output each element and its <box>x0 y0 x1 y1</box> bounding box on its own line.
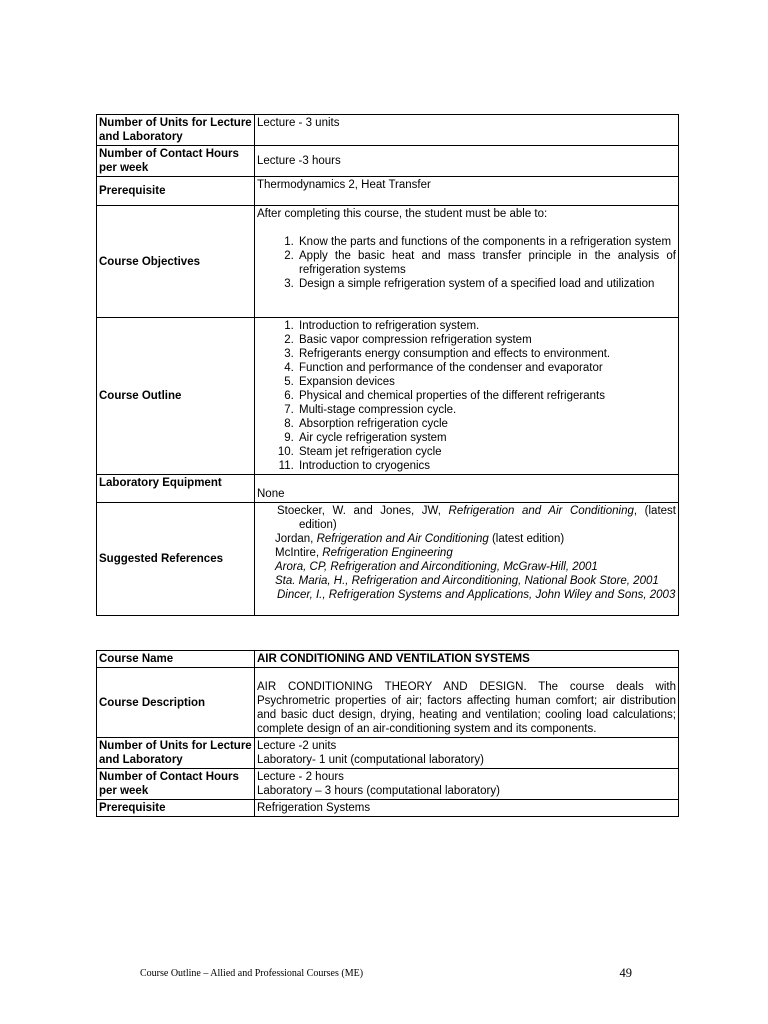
course-description-value: AIR CONDITIONING THEORY AND DESIGN. The course deals with Psychrometric properties of air; factors affecting human comfort; air distribution and basic duct design, drying, heating and ventilation; cooling load calculations; complete design of an air-conditioning system and its components. <box>255 668 679 738</box>
objective-item: 1. Know the parts and functions of the components in a refrigeration system <box>297 235 676 249</box>
footer-text: Course Outline – Allied and Professional Courses (ME) <box>140 968 364 979</box>
references-cell <box>255 503 679 616</box>
units-label: Number of Units for Lecture and Laboratory <box>97 115 255 146</box>
outline-item: 8. Absorption refrigeration cycle <box>297 417 676 431</box>
course-outline-label: Course Outline <box>97 318 255 475</box>
outline-item: 3. Refrigerants energy consumption and effects to environment. <box>297 347 676 361</box>
units-value-2: Lecture -2 units Laboratory- 1 unit (computational laboratory) <box>255 738 679 769</box>
outline-item: 6. Physical and chemical properties of the different refrigerants <box>297 389 676 403</box>
course-objectives-cell <box>255 206 679 318</box>
reference-item: Stoecker, W. and Jones, JW, Refrigeration and Air Conditioning, (latest edition) <box>277 505 676 531</box>
objective-item: 2. Apply the basic heat and mass transfer principle in the analysis of refrigeration systems <box>297 249 676 277</box>
outline-list <box>257 319 676 473</box>
contact-hours-label-2: Number of Contact Hours per week <box>97 769 255 800</box>
contact-hours-label: Number of Contact Hours per week <box>97 146 255 177</box>
units-value: Lecture - 3 units <box>255 115 679 146</box>
course-description-label: Course Description <box>97 668 255 738</box>
suggested-references-label: Suggested References <box>97 503 255 616</box>
objectives-list <box>257 235 676 291</box>
objectives-intro: After completing this course, the student must be able to: <box>257 208 548 220</box>
course-name-value: AIR CONDITIONING AND VENTILATION SYSTEMS <box>255 651 679 668</box>
outline-item: 2. Basic vapor compression refrigeration system <box>297 333 676 347</box>
reference-item: Arora, CP, Refrigeration and Airconditioning, McGraw-Hill, 2001 <box>275 561 598 573</box>
prerequisite-value-2: Refrigeration Systems <box>255 800 679 817</box>
outline-item: 7. Multi-stage compression cycle. <box>297 403 676 417</box>
contact-hours-value-2: Lecture - 2 hours Laboratory – 3 hours (computational laboratory) <box>255 769 679 800</box>
outline-item: 4. Function and performance of the condenser and evaporator <box>297 361 676 375</box>
page-number: 49 <box>619 966 632 980</box>
prerequisite-label-2: Prerequisite <box>97 800 255 817</box>
course-name-label: Course Name <box>97 651 255 668</box>
course-table-air-conditioning <box>96 650 679 817</box>
prerequisite-label: Prerequisite <box>97 177 255 206</box>
course-objectives-label: Course Objectives <box>97 206 255 318</box>
objective-item: 3. Design a simple refrigeration system of a specified load and utilization <box>297 277 676 291</box>
lab-equipment-label: Laboratory Equipment <box>97 475 255 503</box>
outline-item: 1. Introduction to refrigeration system. <box>297 319 676 333</box>
outline-item: 9. Air cycle refrigeration system <box>297 431 676 445</box>
reference-item: Sta. Maria, H., Refrigeration and Airconditioning, National Book Store, 2001 <box>275 575 659 587</box>
prerequisite-value: Thermodynamics 2, Heat Transfer <box>255 177 679 206</box>
course-outline-cell <box>255 318 679 475</box>
contact-hours-value: Lecture -3 hours <box>255 146 679 177</box>
page-footer <box>140 968 632 979</box>
lab-equipment-value: None <box>255 475 679 503</box>
outline-item: 11. Introduction to cryogenics <box>297 459 676 473</box>
outline-item: 10. Steam jet refrigeration cycle <box>297 445 676 459</box>
outline-item: 5. Expansion devices <box>297 375 676 389</box>
course-table-refrigeration <box>96 114 679 616</box>
reference-item: Jordan, Refrigeration and Air Conditioning (latest edition) <box>275 533 565 545</box>
reference-item: Dincer, I., Refrigeration Systems and Applications, John Wiley and Sons, 2003 <box>277 589 676 601</box>
units-label-2: Number of Units for Lecture and Laboratory <box>97 738 255 769</box>
reference-item: McIntire, Refrigeration Engineering <box>275 547 453 559</box>
